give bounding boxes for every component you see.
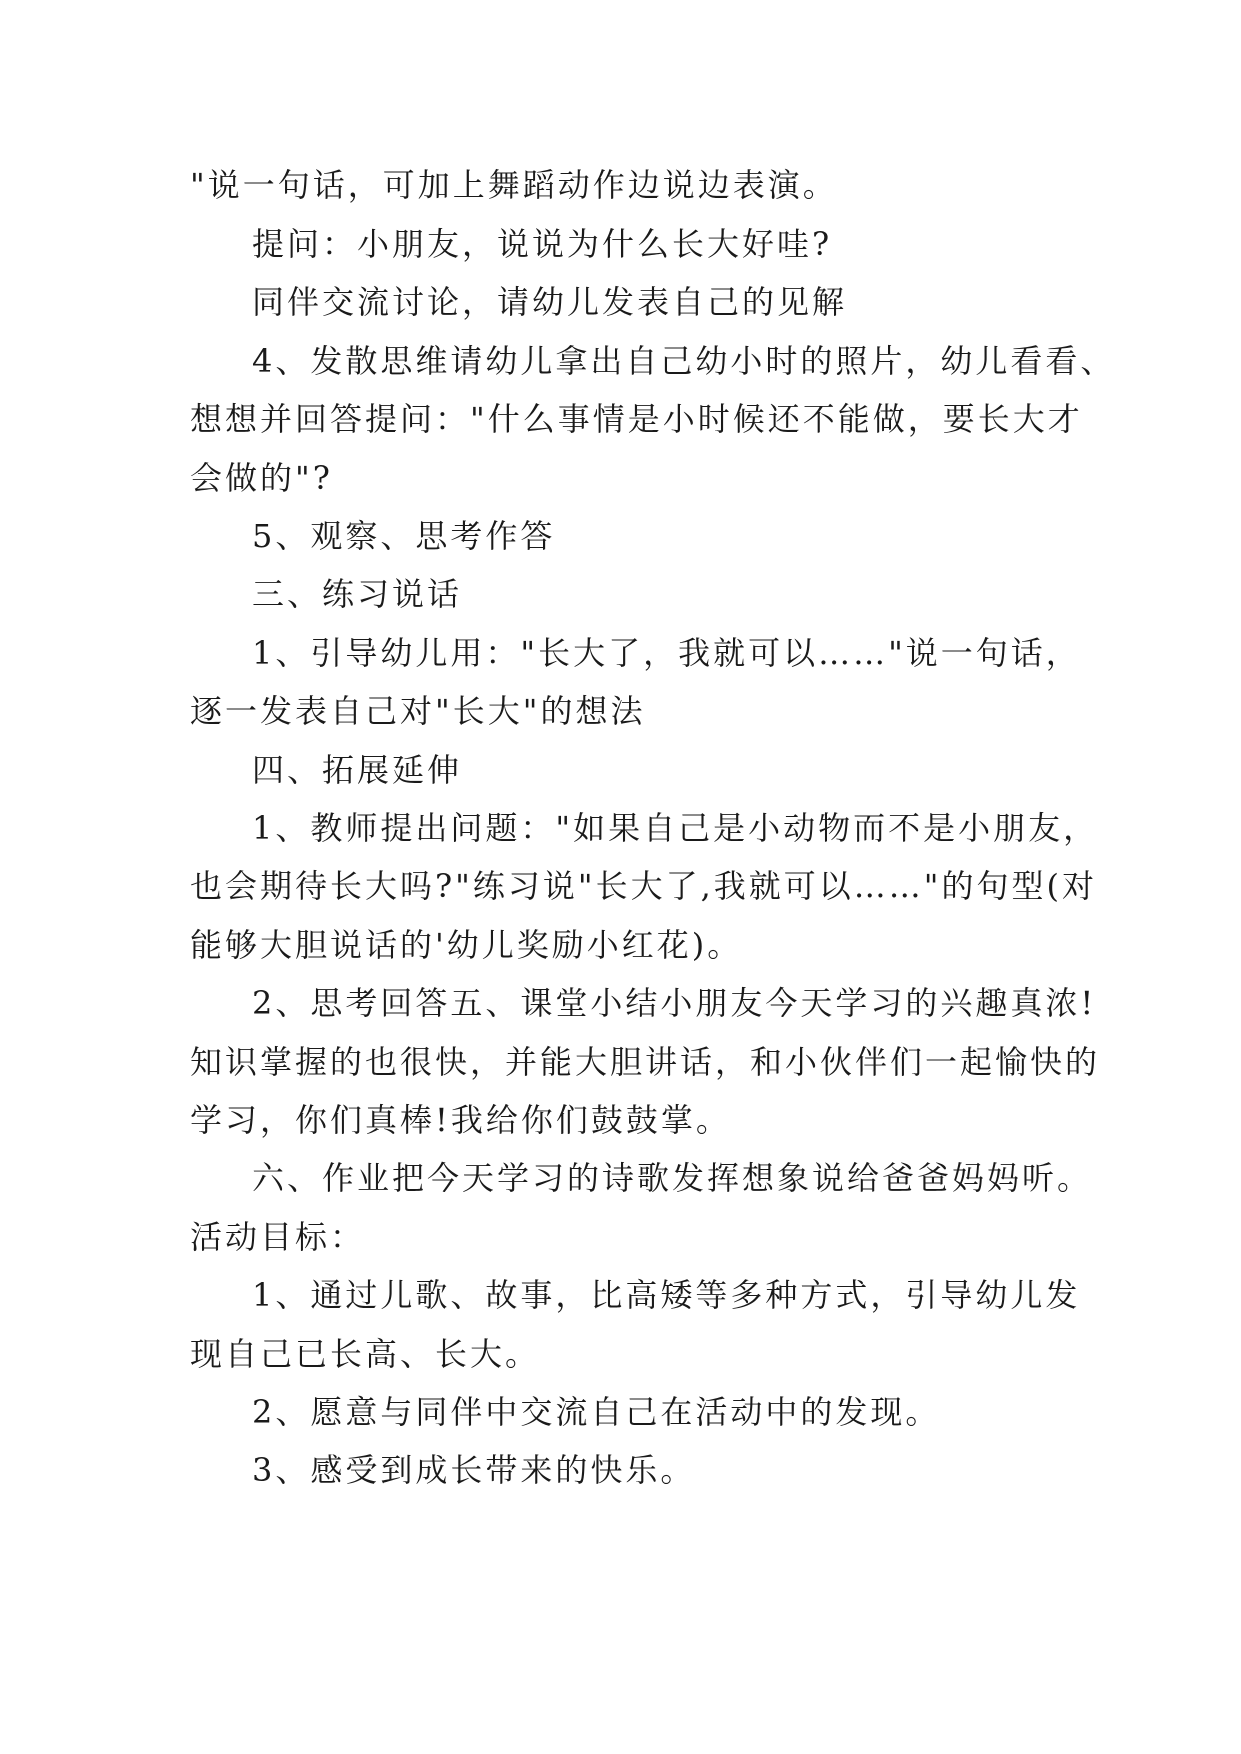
- text-line: 想想并回答提问："什么事情是小时候还不能做，要长大才: [190, 400, 1083, 438]
- text-line: "说一句话，可加上舞蹈动作边说边表演。: [190, 166, 838, 204]
- text-line: 1、教师提出问题："如果自己是小动物而不是小朋友，: [252, 809, 1099, 847]
- text-line: 能够大胆说话的'幼儿奖励小红花)。: [190, 926, 743, 964]
- section-heading: 三、练习说话: [252, 575, 463, 613]
- text-line: 现自己已长高、长大。: [190, 1335, 541, 1373]
- text-line: 会做的"?: [190, 459, 333, 497]
- text-line: 2、思考回答五、课堂小结小朋友今天学习的兴趣真浓!: [252, 984, 1097, 1022]
- section-heading: 四、拓展延伸: [252, 751, 463, 789]
- text-line: 5、观察、思考作答: [252, 517, 556, 555]
- text-line: 同伴交流讨论，请幼儿发表自己的见解: [252, 283, 848, 321]
- text-line: 知识掌握的也很快，并能大胆讲话，和小伙伴们一起愉快的: [190, 1043, 1101, 1081]
- text-line: 学习，你们真棒!我给你们鼓鼓掌。: [190, 1101, 731, 1139]
- text-line: 也会期待长大吗?"练习说"长大了,我就可以……"的句型(对: [190, 867, 1097, 905]
- text-line: 提问：小朋友，说说为什么长大好哇?: [252, 225, 833, 263]
- text-line: 1、通过儿歌、故事，比高矮等多种方式，引导幼儿发: [252, 1276, 1081, 1314]
- text-line: 4、发散思维请幼儿拿出自己幼小时的照片，幼儿看看、: [252, 342, 1116, 380]
- text-line: 3、感受到成长带来的快乐。: [252, 1451, 696, 1489]
- text-line: 六、作业把今天学习的诗歌发挥想象说给爸爸妈妈听。: [252, 1159, 1093, 1197]
- text-line: 2、愿意与同伴中交流自己在活动中的发现。: [252, 1393, 941, 1431]
- section-heading: 活动目标：: [190, 1218, 366, 1256]
- text-line: 逐一发表自己对"长大"的想法: [190, 692, 646, 730]
- text-line: 1、引导幼儿用："长大了，我就可以……"说一句话，: [252, 634, 1081, 672]
